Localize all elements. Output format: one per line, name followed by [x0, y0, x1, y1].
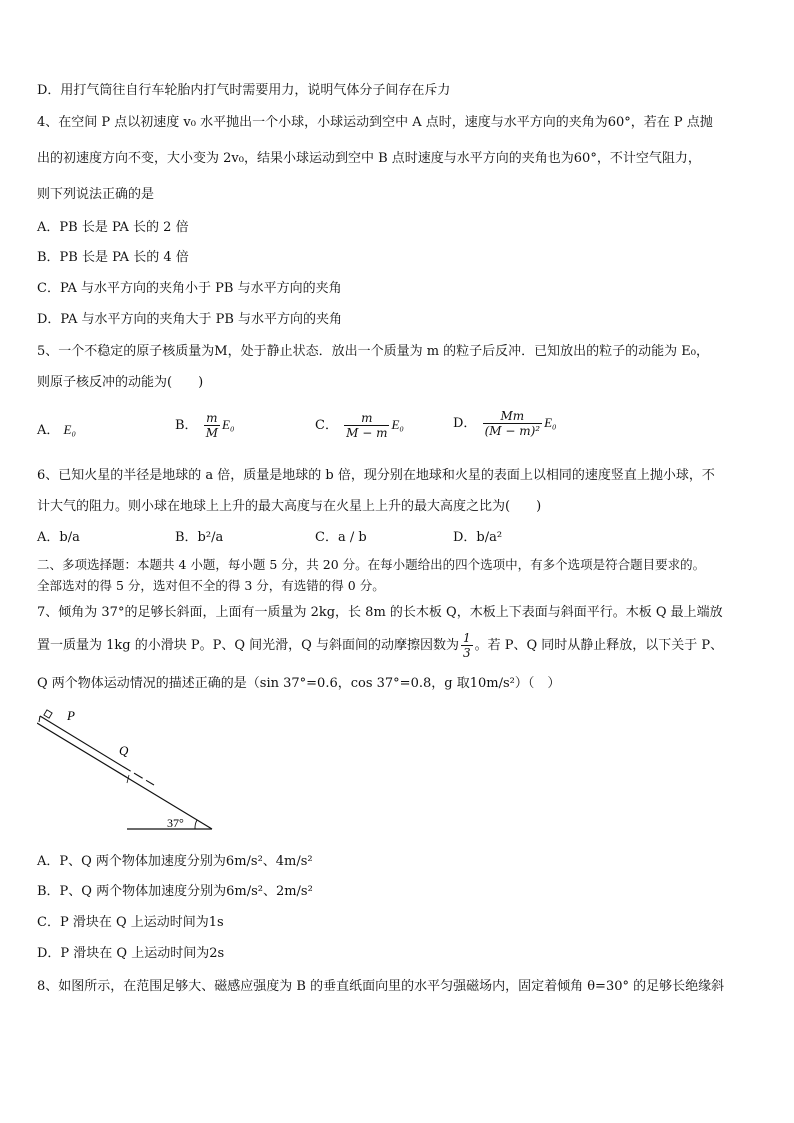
- label-q: Q: [119, 743, 129, 758]
- label-p: P: [67, 708, 75, 723]
- q6-stem-line2: 计大气的阻力。则小球在地球上上升的最大高度与在火星上上升的最大高度之比为( ): [37, 499, 542, 514]
- q4-option-c: C．PA 与水平方向的夹角小于 PB 与水平方向的夹角: [37, 281, 342, 296]
- q5-option-d: D． $\frac{Mm}{\text{(M − m)²}}$ E₀: [453, 409, 557, 438]
- q7-stem-line1: 7、倾角为 37°的足够长斜面，上面有一质量为 2kg，长 8m 的长木板 Q，木板上下表面与斜面平行。木板 Q 最上端放: [37, 605, 723, 620]
- incline-surface: [37, 723, 212, 829]
- board-top-edge: [40, 716, 122, 766]
- block-p: [44, 710, 52, 718]
- board-end-cap: [39, 716, 40, 722]
- q6-option-b: B．b²/a: [175, 530, 224, 545]
- q7-option-c: C．P 滑块在 Q 上运动时间为1s: [37, 915, 224, 930]
- incline-svg: [37, 705, 227, 835]
- q7-stem-line2: 置一质量为 1kg 的小滑块 P。P、Q 间光滑，Q 与斜面间的动摩擦因数为 $\frac{1}{3}$ 。若 P、Q 同时从静止释放，以下关于 P、: [37, 631, 724, 660]
- q4-stem-line1: 4、在空间 P 点以初速度 v₀ 水平抛出一个小球，小球运动到空中 A 点时，速度与水平方向的夹角为60°，若在 P 点抛: [37, 115, 713, 130]
- q3-option-d: D．用打气筒往自行车轮胎内打气时需要用力，说明气体分子间存在斥力: [37, 83, 451, 98]
- q6-option-d: D．b/a²: [453, 530, 503, 545]
- q4-option-b: B．PB 长是 PA 长的 4 倍: [37, 250, 189, 265]
- section2-heading: 二、多项选择题：本题共 4 小题，每小题 5 分，共 20 分。在每小题给出的四个选项中，有多个选项是符合题目要求的。: [37, 557, 706, 572]
- q5-option-b: B． $\frac{m}{M}$ E₀: [175, 411, 235, 440]
- q7-option-d: D．P 滑块在 Q 上运动时间为2s: [37, 946, 225, 961]
- q5-option-a: A． E₀: [37, 422, 76, 438]
- q4-option-d: D．PA 与水平方向的夹角大于 PB 与水平方向的夹角: [37, 312, 343, 327]
- q7-option-b: B．P、Q 两个物体加速度分别为6m/s²、2m/s²: [37, 884, 313, 899]
- section2-instruction: 全部选对的得 5 分，选对但不全的得 3 分，有选错的得 0 分。: [37, 578, 385, 593]
- q6-option-a: A．b/a: [37, 530, 80, 545]
- incline-diagram: [37, 705, 227, 839]
- q6-option-c: C．a / b: [315, 530, 367, 545]
- label-angle: 37°: [167, 816, 184, 830]
- q4-stem-line3: 则下列说法正确的是: [37, 187, 155, 202]
- q5-stem-line2: 则原子核反冲的动能为( ): [37, 375, 204, 390]
- q4-option-a: A．PB 长是 PA 长的 2 倍: [37, 220, 189, 235]
- q5-option-c: C． $\frac{m}{M - m}$ E₀: [315, 411, 404, 440]
- q7-stem-line3: Q 两个物体运动情况的描述正确的是（sin 37°=0.6，cos 37°=0.8，g 取10m/s²）（ ）: [37, 676, 561, 691]
- q6-stem-line1: 6、已知火星的半径是地球的 a 倍，质量是地球的 b 倍，现分别在地球和火星的表面上以相同的速度竖直上抛小球，不: [37, 468, 715, 483]
- q5-stem-line1: 5、一个不稳定的原子核质量为M，处于静止状态．放出一个质量为 m 的粒子后反冲．已知放出的粒子的动能为 E₀，: [37, 344, 710, 359]
- q7-option-a: A．P、Q 两个物体加速度分别为6m/s²、4m/s²: [37, 854, 313, 869]
- angle-arc: [195, 820, 197, 829]
- q8-stem-line1: 8、如图所示，在范围足够大、磁感应强度为 B 的垂直纸面向里的水平匀强磁场内，固定着倾角 θ=30° 的足够长绝缘斜: [37, 979, 725, 994]
- q4-stem-line2: 出的初速度方向不变，大小变为 2v₀，结果小球运动到空中 B 点时速度与水平方向的夹角也为60°，不计空气阻力，: [37, 151, 701, 166]
- board-dashed-edge: [122, 766, 154, 785]
